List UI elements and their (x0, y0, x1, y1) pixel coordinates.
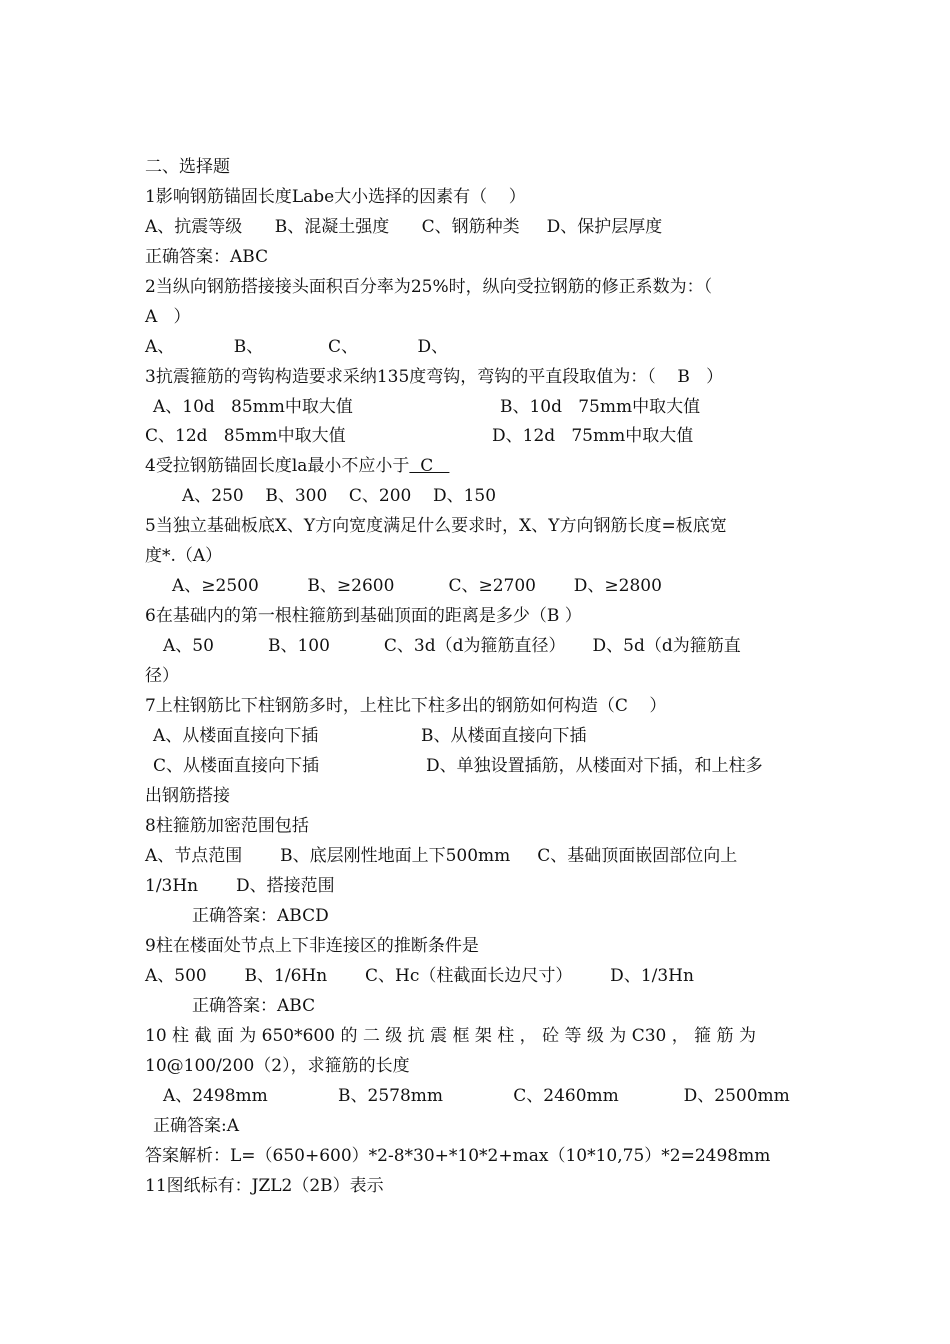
question-11-text: 11图纸标有：JZL2（2B）表示 (145, 1176, 384, 1196)
question-2-options: A、 B、 C、 D、 (145, 337, 449, 357)
question-10-answer: 正确答案:A (153, 1116, 240, 1136)
question-3-option-c: C、12d 85mm中取大值 (145, 426, 346, 446)
question-7-option-a: A、从楼面直接向下插 (153, 726, 319, 746)
question-5-text-cont: 度*.（A） (145, 546, 223, 566)
question-2-text-cont: A ） (145, 307, 191, 327)
question-7-option-b: B、从楼面直接向下插 (421, 726, 587, 746)
question-1-answer: 正确答案：ABC (145, 247, 269, 267)
question-8-options: A、节点范围 B、底层刚性地面上下500mm C、基础顶面嵌固部位向上 (145, 846, 738, 866)
question-5-options: A、≥2500 B、≥2600 C、≥2700 D、≥2800 (172, 576, 662, 596)
question-8-text: 8柱箍筋加密范围包括 (145, 816, 309, 836)
question-4-options: A、250 B、300 C、200 D、150 (182, 486, 497, 506)
question-3-option-d: D、12d 75mm中取大值 (492, 426, 694, 446)
question-6-options-cont: 径） (145, 666, 179, 686)
question-9-answer: 正确答案：ABC (192, 996, 316, 1016)
question-4-text (145, 455, 449, 477)
question-8-options-cont: 1/3Hn D、搭接范围 (145, 876, 335, 896)
question-8-answer: 正确答案：ABCD (192, 906, 329, 926)
question-7-option-d: D、单独设置插筋，从楼面对下插，和上柱多 (426, 756, 763, 776)
question-1-options: A、抗震等级 B、混凝土强度 C、钢筋种类 D、保护层厚度 (145, 217, 663, 237)
question-9-options: A、500 B、1/6Hn C、Hc（柱截面长边尺寸） D、1/3Hn (145, 966, 694, 986)
question-6-options: A、50 B、100 C、3d（d为箍筋直径） D、5d（d为箍筋直 (163, 636, 741, 656)
question-3-option-b: B、10d 75mm中取大值 (500, 397, 701, 417)
question-1-text: 1影响钢筋锚固长度Labe大小选择的因素有（ ） (145, 187, 526, 207)
question-7-text: 7上柱钢筋比下柱钢筋多时，上柱比下柱多出的钢筋如何构造（C ） (145, 696, 667, 716)
question-5-text: 5当独立基础板底X、Y方向宽度满足什么要求时，X、Y方向钢筋长度=板底宽 (145, 516, 727, 536)
section-heading: 二、选择题 (145, 157, 230, 177)
question-10-text: 10 柱 截 面 为 650*600 的 二 级 抗 震 框 架 柱 ， 砼 等 级 为 C30 ， 箍 筋 为 (145, 1026, 756, 1046)
question-10-analysis: 答案解析：L=（650+600）*2-8*30+*10*2+max（10*10,75）*2=2498mm (145, 1146, 771, 1166)
question-7-option-d-cont: 出钢筋搭接 (145, 786, 230, 806)
question-4-answer-blank: C (409, 456, 450, 476)
question-4-stem: 4受拉钢筋锚固长度la最小不应小于 (145, 456, 410, 476)
question-10-text-cont: 10@100/200（2），求箍筋的长度 (145, 1056, 410, 1076)
question-3-text: 3抗震箍筋的弯钩构造要求采纳135度弯钩，弯钩的平直段取值为：（ B ） (145, 367, 724, 387)
question-7-option-c: C、从楼面直接向下插 (153, 756, 320, 776)
question-6-text: 6在基础内的第一根柱箍筋到基础顶面的距离是多少（B ） (145, 606, 582, 626)
question-3-option-a: A、10d 85mm中取大值 (153, 397, 353, 417)
question-9-text: 9柱在楼面处节点上下非连接区的推断条件是 (145, 936, 479, 956)
question-10-options: A、2498mm B、2578mm C、2460mm D、2500mm (163, 1086, 790, 1106)
question-2-text: 2当纵向钢筋搭接接头面积百分率为25%时，纵向受拉钢筋的修正系数为：（ (145, 277, 713, 297)
